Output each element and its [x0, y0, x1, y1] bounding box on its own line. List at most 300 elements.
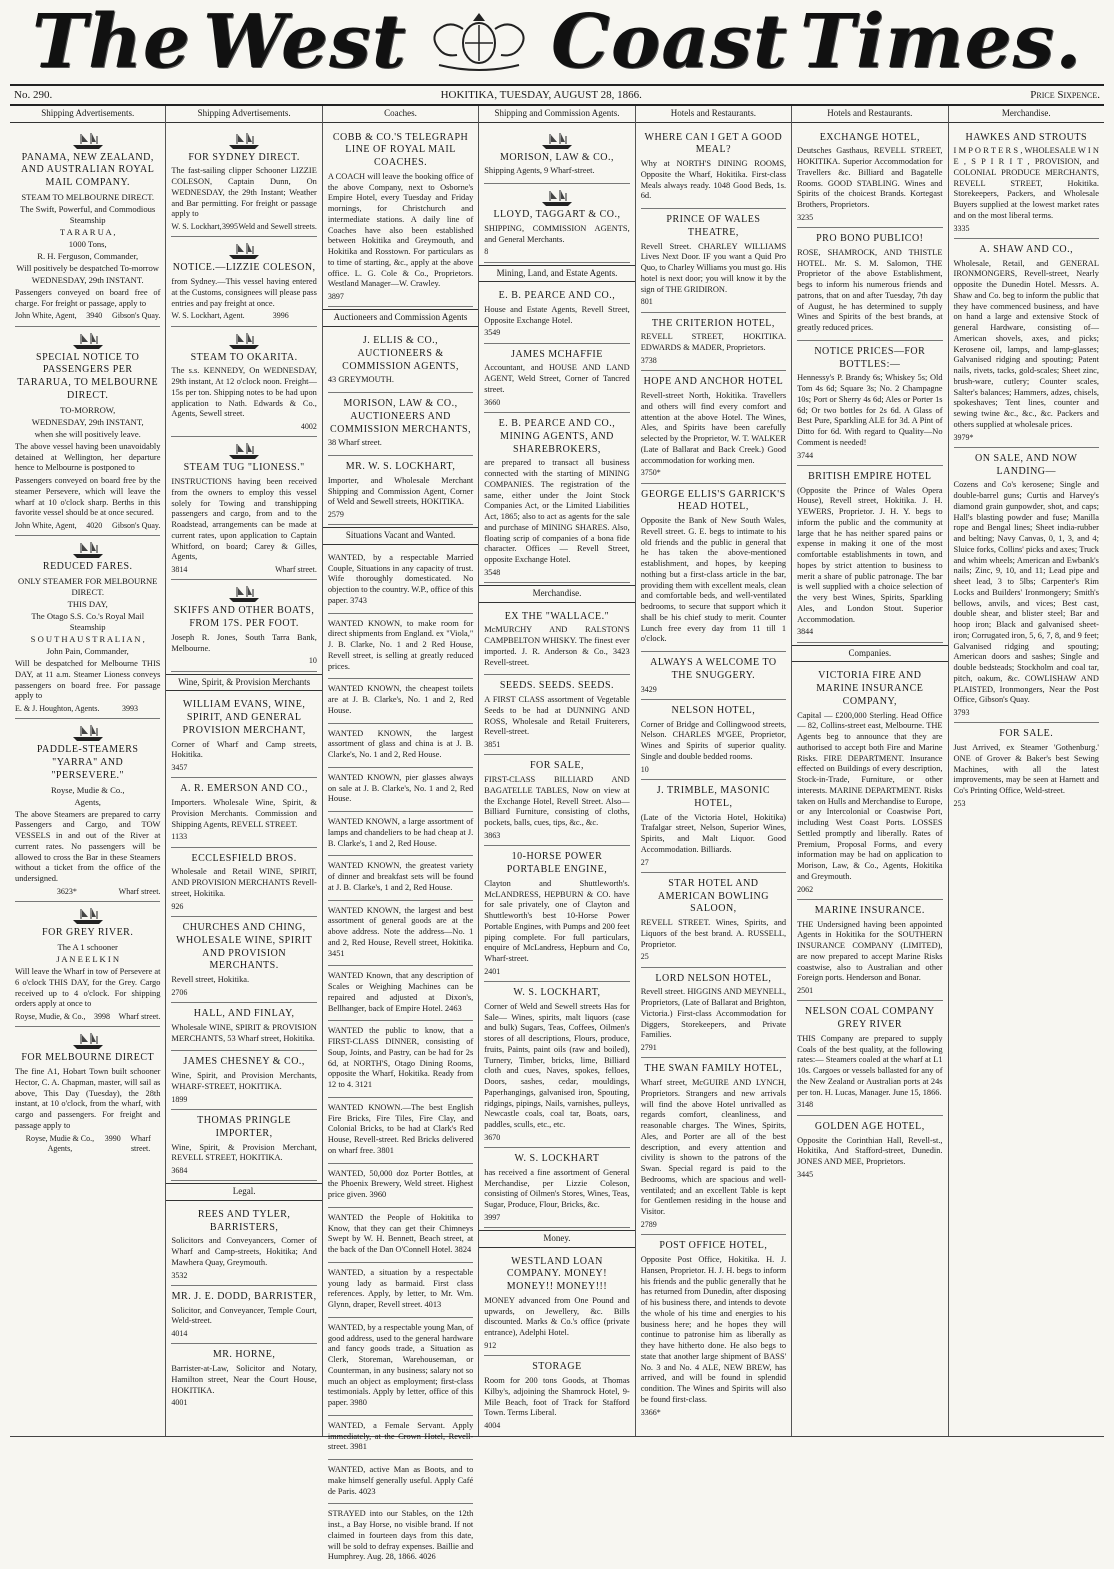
ad-reference-number: 2062	[797, 884, 814, 894]
ad-title: NOTICE.—LIZZIE COLESON,	[172, 262, 316, 274]
ad-signature-left: 3814	[171, 565, 188, 575]
ad-reference-number: 3670	[484, 1132, 501, 1142]
classified-notice	[328, 856, 473, 900]
ad-body: ROSE, SHAMROCK, AND THISTLE HOTEL. Mr. S. M. Salomon, THE Proprietor of the above Establishment, begs to inform his numerous friends and patrons, that on and after Tuesday, 7th day of August, he has determined to supply Wines and Spirits of the best brands, at greatly reduced prices.	[797, 247, 943, 333]
ad-title: A. SHAW AND CO.,	[979, 243, 1074, 255]
advertisement	[484, 184, 629, 263]
ad-body: Shipping Agents, 9 Wharf-street.	[484, 166, 595, 176]
section-heading: Auctioneers and Commission Agents	[323, 309, 478, 327]
ad-signature-right: Wharf street.	[118, 1012, 161, 1022]
ad-reference-number: 2579	[327, 510, 344, 520]
ad-title: NELSON HOTEL,	[671, 704, 756, 716]
issue-number: No. 290.	[14, 89, 53, 101]
ad-signature	[171, 565, 316, 575]
advertisement	[484, 1148, 629, 1228]
classified-notice	[328, 1460, 473, 1504]
notice-text: WANTED, 50,000 doz Porter Bottles, at the Phoenix Brewery, Weld street. Highest price given. 3960	[327, 1168, 474, 1200]
ship-icon	[71, 541, 105, 559]
ad-body: Wholesale, Retail, and GENERAL IRONMONGERS, Revell-street, Nearly opposite the Dunedin Hotel. Messrs. A. Shaw and Co. beg to inform the public that they have commenced business, and have on hand a large and extensive Stock of general Hardware, consisting of— American shovels, axes, and picks; Kerosene oil, lamps, and lamp-glasses; Galvanised ridging and spouting; Patent nails, rivets, tacks, gold-scales; Sheet zinc, brush-ware, cutlery; Counter scales, Salter's balances; Hammers, adzes, chisels, spokeshaves; Tent lines, counter and sewing twine &c., &c., &c. Packers and others supplied at wholesale prices.	[953, 258, 1099, 429]
ad-reference-number: 3844	[797, 627, 814, 637]
advertisement	[484, 606, 629, 676]
ad-reference-number: 3744	[797, 450, 814, 460]
ad-body: Importer, and Wholesale Merchant Shipping and Commission Agent, Corner of Weld and Sewell streets, HOKITIKA.	[327, 475, 474, 507]
dateline	[10, 84, 1104, 106]
ad-body: Joseph R. Jones, South Tarra Bank, Melbourne.	[171, 632, 317, 653]
ad-title: MARINE INSURANCE.	[814, 904, 925, 916]
advertisement	[171, 1110, 316, 1181]
ad-title: VICTORIA FIRE AND MARINE INSURANCE COMPANY,	[816, 670, 924, 707]
ad-reference-number: 3750*	[640, 468, 661, 478]
ad-body: Corner of Wharf and Camp streets, Hokitika.	[171, 739, 317, 760]
ad-body: Wharf street, McGUIRE AND LYNCH, Proprietors. Strangers and new arrivals will find the above Hotel unrivalled as regards comfort, cleanliness, and reasonable charges. The Wines, Spirits, Ales, and Porter are all of the best description, and every attention and civility is shown to the patrons of the Swan. Special regard is paid to the Bedrooms, which are spacious and well-ventilated; and an excellent Table is kept for Gentlemen residing in the house and Visitor.	[640, 1078, 787, 1217]
ad-reference-number: 3335	[953, 223, 970, 233]
ad-body: Capital — £200,000 Sterling. Head Office — 82, Collins-street east, Melbourne. THE Agents beg to announce that they are authorised to accept both Fire and Marine Risks. FIRE DEPARTMENT. Insurance effected on Buildings of every description, Stock-in-Trade, Furniture, or other interests. MARINE DEPARTMENT. Risks taken on Hulls and Merchandise to Europe, or any Intercolonial or Coastwise Port, including West Coast Ports. LOSSES Settled promptly and liberally. Rates of Premium, Proposal Forms, and every information may be had on application to Morison, Law, & Co., Agents, Hokitika and Greymouth.	[797, 710, 943, 881]
notice-text: WANTED KNOWN.—The best English Fire Bricks, Fire Tiles, Fire Clay, and Colonial Bricks, to be had at Clark's Red House, Revell-street. Red Bricks delivered on wharf free. 3801	[327, 1102, 474, 1155]
ad-body: The s.s. KENNEDY, On WEDNESDAY, 29th instant, At 12 o'clock noon. Freight—15s per ton. Shipping notes to be had upon application to Nath. Edwards & Co., Agents, Sewell street.	[171, 366, 317, 419]
ad-reference-number: 3897	[327, 292, 344, 302]
ad-signature-left: Royse, Mudie & Co., Agents,	[25, 1133, 95, 1153]
ad-body: Cozens and Co's kerosene; Single and double-barrel guns; Curtis and Harvey's diamond grain gunpowder, shot, and caps; Hall's blasting powder and fuse; Manilla rope and Bengal lines; Sheet india-rubber and belting; Navy Canvas, 0, 1, 3, and 4; Sluice forks, Collins' picks and axes; Truck and whim wheels; American and Ewbank's nails; Zinc, 9, 10, and 11; Lead pipe and sheet lead, 3 to 5lbs; Carpenter's Rim Locks and Builders' Ironmongery; Smith's bellows, anvils, and vices; Best cast, double shear, and blister steel; Bar and hoop iron; Black and galvanised sheet-iron; Corrugated iron, 5, 6, 7, 8, and 9 feet; Galvanised ridging and spouting; American doors and sashes; Single and double bedsteads; Stockholm and coal tar, pitch, oakum, &c. COWLISHAW AND PLAISTED, Ironmongers, Near the Post Office, Gibson's Quay.	[953, 480, 1099, 705]
coat-of-arms-icon	[419, 9, 539, 75]
ad-title: FOR MELBOURNE DIRECT	[21, 1052, 155, 1064]
column-heading: Shipping and Commission Agents.	[479, 106, 634, 123]
ad-body: Revell street, Hokitika.	[171, 975, 250, 985]
ad-line: ONLY STEAMER FOR MELBOURNE DIRECT.	[17, 576, 158, 598]
column-heading: Shipping Advertisements.	[166, 106, 321, 123]
classified-notice	[328, 548, 473, 614]
advertisement	[15, 127, 160, 327]
ad-title: A. R. EMERSON AND CO.,	[180, 783, 308, 795]
ad-body: Will be despatched for Melbourne THIS DAY, at 11 a.m. Steamer Lioness conveys passengers on board free. For passage apply to	[15, 659, 161, 701]
ad-signature-left: W. S. Lockhart, Agent.	[171, 311, 245, 321]
ad-title: PANAMA, NEW ZEALAND, AND AUSTRALIAN ROYAL MAIL COMPANY.	[21, 151, 155, 189]
column-1	[10, 106, 166, 1436]
masthead-word-west: West	[202, 0, 407, 85]
ad-body: The above vessel having been unavoidably detained at Wellington, her departure hence to Melbourne is postponed to	[15, 441, 161, 473]
ad-signature	[15, 1012, 160, 1022]
classified-notice	[328, 1416, 473, 1460]
ad-title: FOR SYDNEY DIRECT.	[188, 151, 300, 163]
masthead-word-coast: Coast	[550, 0, 788, 85]
section-heading: Merchandise.	[479, 585, 634, 603]
classified-notice	[328, 1208, 473, 1263]
advertisement	[797, 228, 942, 341]
ad-signature-right: Weld and Sewell streets.	[238, 222, 317, 232]
ad-reference-number: 3148	[797, 1100, 814, 1110]
ad-line: Will positively be despatched To-morrow	[16, 262, 159, 273]
ad-body: Corner of Bridge and Collingwood streets, Nelson. CHARLES M'GEE, Proprietor, Wines and Spirits of superior quality. Single and double bedded rooms.	[640, 719, 787, 761]
ad-line: when she will positively leave.	[34, 428, 141, 439]
classified-notice	[328, 812, 473, 856]
ad-title: ON SALE, AND NOW LANDING—	[975, 452, 1078, 477]
advertisement	[484, 1356, 629, 1435]
ad-reference-number: 4020	[86, 521, 103, 531]
advertisement	[171, 237, 316, 326]
ad-title: MR. J. E. DODD, BARRISTER,	[171, 1290, 317, 1302]
ad-reference-number: 3993	[121, 704, 138, 714]
ad-body: Wine, Spirit, & Provision Merchant, REVELL STREET, HOKITIKA.	[171, 1142, 317, 1163]
ad-signature-left: W. S. Lockhart,	[171, 222, 222, 232]
ad-title: W. S. LOCKHART,	[513, 987, 601, 998]
classified-notice	[328, 614, 473, 680]
ad-signature-left: John White, Agent,	[15, 311, 77, 321]
ad-body: I M P O R T E R S , WHOLESALE W I N E , S P I R I T , PROVISION, and COLONIAL PRODUCE MERCHANTS, REVELL STREET, Hokitika. Storekeepers, Packers, and Wholesale Buyers supplied at the lowest market rates and on the most liberal terms.	[953, 146, 1099, 220]
ad-reference-number: 3235	[797, 212, 814, 222]
advertisement	[641, 780, 786, 873]
advertisement	[797, 127, 942, 229]
advertisement	[484, 413, 629, 583]
advertisement	[641, 652, 786, 700]
ad-body: Hennessy's P. Brandy 6s; Whiskey 5s; Old Tom 4s 6d; Square 3s; No. 2 Champagne 10s; Port or Sherry 4s 6d; Ales or Porter 1s 6d; Or two bottles for 2s 6d. A Glass of Best Pure, Sparkling ALE for 3d. A Pint of Ditto for 6d. With regard to Quality—No Comment is needed!	[797, 373, 943, 447]
ad-line: T A R A R U A ,	[59, 226, 116, 237]
ad-body: Passengers conveyed on board free of charge. For freight or passage, apply to	[15, 287, 161, 308]
ad-title: PRINCE OF WALES THEATRE,	[666, 214, 761, 238]
advertisement	[641, 371, 786, 483]
ad-body: Just Arrived, ex Steamer 'Gothenburg.' ONE of Grover & Baker's best Sewing Machines, with all the latest improvements, may be seen at Harnett and Co's Printing Office, Weld-street.	[953, 743, 1099, 796]
column-heading: Hotels and Restaurants.	[636, 106, 791, 123]
advertisement	[641, 700, 786, 780]
ad-body: Corner of Weld and Sewell streets Has for Sale— Wines, spirits, malt liquors (case and bulk) Sugars, Teas, Coffees, Oilmen's stores of all descriptions, Flours, produce, fruits, Paints, paint oils (raw and boiled), Turnery, Timber, bricks, lime, Billiard cloth and cues, Naves, spokes, felloes, Doors, sashes, cedar, mouldings, Paperhangings, galvanised iron, Spouting, ridgings, pipings, Nails, varnishes, pulleys, Newcastle coals, coal tar, Boats, oars, paddles, sculls, etc., etc.	[484, 1001, 630, 1130]
section-heading: Legal.	[166, 1183, 321, 1201]
ad-signature-left: E. & J. Houghton, Agents.	[15, 704, 100, 714]
ad-signature	[171, 422, 316, 432]
ad-line: WEDNESDAY, 29th INSTANT.	[31, 274, 144, 285]
ad-signature-right: Wharf street.	[118, 886, 161, 896]
classified-notice	[328, 1504, 473, 1569]
ad-reference-number: 3457	[171, 763, 188, 773]
ad-title: FOR SALE.	[999, 728, 1054, 740]
ad-title: E. B. PEARCE AND CO.,	[498, 290, 616, 302]
ad-reference-number: 3738	[640, 355, 657, 365]
ad-reference-number: 3863	[484, 830, 501, 840]
ad-reference-number: 3549	[484, 328, 501, 338]
ad-body: THIS Company are prepared to supply Coals of the best quality, at the following rates:— Steamers coaled at the wharf at L1 10s. Cargoes or vessels ballasted for any of the New Zealand or Australian ports at 24s per ton. H. Lucas, Manager. June 15, 1866.	[797, 1033, 943, 1097]
ad-body: The fast-sailing clipper Schooner LIZZIE COLESON, Captain Dunn, On WEDNESDAY, the 29th Instant; Weather and Bar permitting. For freight or passage apply to	[171, 166, 317, 219]
advertisement	[171, 778, 316, 847]
ad-signature-left: John White, Agent,	[15, 521, 77, 531]
ad-line: Royse, Mudie & Co.,	[50, 784, 125, 795]
advertisement	[484, 1251, 629, 1357]
ad-body: Why at NORTH'S DINING ROOMS, Opposite the Wharf, Hokitika. First-class Meals always ready. 1048 Good Beds, 1s. 6d.	[640, 159, 787, 201]
ad-body: Will leave the Wharf in tow of Persevere at 6 o'clock THIS DAY, for the Grey. Cargo received up to 4 o'clock. For shipping orders apply at once to	[15, 967, 161, 1009]
ad-line: John Pain, Commander,	[46, 646, 129, 657]
ad-title: MORISON, LAW & CO.,	[499, 151, 615, 163]
ad-reference-number: 2501	[797, 986, 814, 996]
ad-body: are prepared to transact all business connected with the starting of MINING COMPANIES. The registration of the same, either under the Joint Stock Companies Act, or the Limited Liabilities Act, 1865; also to act as agents for the sale and purchase of MINING SHARES. Also, floating scrip of companies of a bona fide character. Offices — Revell Street, opposite Exchange Hotel.	[484, 458, 630, 565]
ad-title: THOMAS PRINGLE IMPORTER,	[197, 1114, 292, 1139]
ad-title: THE SWAN FAMILY HOTEL,	[644, 1063, 783, 1075]
ad-title: ALWAYS A WELCOME TO THE SNUGGERY.	[650, 657, 777, 681]
ad-signature	[171, 656, 316, 666]
ad-reference-number: 1899	[171, 1094, 188, 1104]
section-heading: Companies.	[792, 645, 947, 663]
ad-reference-number: 4004	[484, 1421, 501, 1430]
advertisement	[484, 982, 629, 1148]
ad-title: GEORGE ELLIS'S GARRICK'S HEAD HOTEL,	[641, 488, 786, 513]
ad-body: FIRST-CLASS BILLIARD AND BAGATELLE TABLES, Now on view at the Exchange Hotel, Revell Street. Also— Billiard Furniture, consisting of cloths, pockets, balls, cues, tips, &c., &c.	[484, 775, 630, 828]
ad-reference-number: 3851	[484, 740, 501, 750]
ship-icon	[540, 132, 574, 150]
ad-title: HALL, AND FINLAY,	[193, 1008, 295, 1020]
ad-title: NOTICE PRICES—FOR BOTTLES:—	[814, 345, 926, 370]
ship-icon	[227, 585, 261, 603]
ad-body: Importers. Wholesale Wine, Spirit, & Provision Merchants. Commission and Shipping Agents, REVELL STREET.	[171, 798, 317, 829]
ad-reference-number: 3532	[171, 1270, 188, 1280]
advertisement	[15, 719, 160, 902]
notice-text: STRAYED into our Stables, on the 12th inst., a Bay Horse, no visible brand. If not claimed in fourteen days from this date, will be sold to defray expenses. Baillie and Humphrey. Aug. 28, 1866. 4026	[327, 1509, 474, 1562]
ad-body: Passengers conveyed on board free by the steamer Persevere, which will leave the wharf at 10 o'clock sharp. Berths in this favorite vessel should be at once secured.	[15, 476, 161, 518]
ad-line: The A 1 schooner	[57, 942, 118, 953]
ad-title: JAMES CHESNEY & CO.,	[183, 1056, 305, 1068]
advertisement	[171, 1003, 316, 1051]
ad-title: REDUCED FARES.	[42, 561, 133, 573]
ad-title: REES AND TYLER, BARRISTERS,	[197, 1208, 291, 1233]
column-heading: Shipping Advertisements.	[10, 106, 165, 123]
advertisement	[15, 1027, 160, 1158]
ad-reference-number: 253	[953, 798, 966, 808]
advertisement	[171, 1344, 316, 1412]
ad-reference-number: 3996	[272, 311, 289, 321]
ad-title: MR. W. S. LOCKHART,	[345, 461, 456, 473]
advertisement	[328, 393, 473, 456]
classified-notice	[328, 966, 473, 1021]
ad-signature-right: Wharf street.	[130, 1133, 151, 1153]
ad-body: Barrister-at-Law, Solicitor and Notary, Hamilton street, Near the Court House, HOKITIKA.	[171, 1364, 317, 1395]
ad-body: Clayton and Shuttleworth's. McLANDRESS, HEPBURN & CO. have for sale privately, one of Clayton and Shuttleworth's best 10-Horse Power Portable Engines, with Pumps and 200 feet piping complete. For full particulars, enquire of McLandress, Hepburn and Co, Wharf-street.	[484, 878, 630, 964]
notice-text: WANTED the public to know, that a FIRST-CLASS DINNER, consisting of Soup, Joints, and Pastry, can be had for 2s 6d, at NORTH'S, Otago Dining Rooms, opposite the Wharf, Hokitika. Ready from 12 to 4. 3121	[327, 1026, 474, 1090]
ad-body: has received a fine assortment of General Merchandise, per Lizzie Coleson, consisting of Oilmen's Stores, Wines, Teas, Sugar, Produce, Flour, Bricks, &c.	[484, 1167, 630, 1210]
classified-notice	[328, 1164, 473, 1208]
ad-reference-number: 3445	[797, 1169, 814, 1179]
ad-reference-number: 912	[484, 1340, 497, 1350]
ad-reference-number: 27	[640, 857, 649, 867]
advertisement	[15, 536, 160, 719]
notice-text: WANTED Known, that any description of Scales or Weighing Machines can be repaired and adjusted at Dixon's, Bellhanger, back of Empire Hotel. 2463	[327, 971, 474, 1013]
ad-reference-number: 2401	[484, 966, 501, 976]
ad-title: HOPE AND ANCHOR HOTEL	[643, 376, 784, 388]
ad-line: TO-MORROW,	[60, 404, 116, 415]
ad-line: R. H. Ferguson, Commander,	[37, 250, 139, 261]
advertisement	[641, 968, 786, 1059]
advertisement	[15, 327, 160, 537]
notice-text: WANTED KNOWN, to make room for direct shipments from England. ex "Viola," J. B. Clarke, No. 1 and 2 Red House, Revell street, is selling at greatly reduced prices.	[327, 618, 474, 671]
column-heading: Merchandise.	[949, 106, 1104, 123]
ad-body: REVELL STREET, HOKITIKA. EDWARDS & MADER, Proprietors.	[640, 332, 787, 353]
ad-body: The fine A1, Hobart Town built schooner Hector, C. A. Chapman, master, will sail as above, This Day (Tuesday), the 28th instant, at 10 o'clock, from the wharf, with cargo and passengers. For freight and passage apply to	[15, 1067, 161, 1130]
ad-body: Opposite Post Office, Hokitika. H. J. Hansen, Proprietor. H. J. H. begs to inform his friends and the public generally that he has returned from Dunedin, after disposing of his business there, and intends to devote the whole of his time and energies to his business here; and he hopes they will continue to patronise him as liberally as they have hitherto done. He also begs to state that another large shipment of BASS' No. 3 and No. 4 ALE, NEW BREW, has arrived, and will be found in splendid condition. The Wines and Spirits will also be found first-class.	[640, 1255, 787, 1404]
advertisement	[171, 437, 316, 580]
advertisement	[328, 456, 473, 525]
ad-body: A FIRST CLASS assortment of Vegetable Seeds to be had at DUNNING AND ROSS, Wholesale and Retail Fruiterers, Revell-street.	[484, 695, 630, 737]
ad-reference-number: 3998	[94, 1012, 111, 1022]
ad-reference-number: 3623*	[56, 886, 77, 896]
advertisement	[484, 846, 629, 982]
advertisement	[797, 341, 942, 466]
advertisement	[484, 675, 629, 755]
ad-body: SHIPPING, COMMISSION AGENTS, and General Merchants.	[484, 223, 630, 244]
ship-icon	[227, 242, 261, 260]
advertisement	[954, 127, 1099, 239]
ad-title: BRITISH EMPIRE HOTEL	[808, 470, 932, 482]
advertisement	[328, 330, 473, 393]
ad-title: WESTLAND LOAN COMPANY. MONEY! MONEY!! MONEY!!!	[506, 1255, 608, 1293]
ad-title: PRO BONO PUBLICO!	[816, 233, 924, 245]
ad-signature	[15, 887, 160, 897]
notice-text: WANTED KNOWN, the largest and best assortment of general goods are at the above address. Note the address—No. 1 and 2, Red House, Revell street, Hokitika. 3451	[327, 905, 474, 958]
ad-title: SPECIAL NOTICE TO PASSENGERS PER TARARUA, TO MELBOURNE DIRECT.	[17, 351, 159, 402]
notice-text: WANTED KNOWN, the largest assortment of glass and china is at J. B. Clarke's, No. 1 and 2, Red House.	[327, 728, 474, 760]
notice-text: WANTED, by a respectable Married Couple, Situations in any capacity of trust. Wife thoroughly domesticated. No objection to the country. W.P., office of this paper. 3743	[327, 552, 474, 605]
ad-reference-number: 3793	[953, 708, 970, 718]
ad-reference-number: 926	[171, 901, 184, 911]
ad-body: Wholesale and Retail WINE, SPIRIT, AND PROVISION MERCHANTS Revell-street, Hokitika.	[171, 867, 317, 898]
ad-reference-number: 8	[484, 247, 489, 257]
ship-icon	[71, 1032, 105, 1050]
ad-title: STEAM TO OKARITA.	[190, 351, 298, 363]
ad-signature-right: 10	[308, 656, 317, 666]
ad-body: Opposite the Bank of New South Wales, Revell street. G. E. begs to intimate to his old friends and the public in general that he has taken the above-mentioned establishment, and hopes, by keeping nothing but a first-class article in the bar, providing them with excellent meals, clean and comfortable beds, and well-ventilated bedrooms, to secure that support which it shall be his chief study to merit. Counter Lunch free every day from 11 till 1 o'clock.	[640, 516, 787, 644]
ad-line: 1000 Tons,	[68, 238, 107, 249]
ad-body: Wholesale WINE, SPIRIT & PROVISION MERCHANTS, 53 Wharf street, Hokitika.	[171, 1022, 317, 1043]
notice-text: WANTED KNOWN, the cheapest toilets are at J. B. Clarke's, No. 1 and 2, Red House.	[327, 684, 474, 715]
advertisement	[797, 665, 942, 900]
ad-body: (Opposite the Prince of Wales Opera House), Revell street, Hokitika. J. H. YEWERS, Proprietor. J. H. Y. begs to inform the public and the community at large that he has neither spared pains or expense in making it one of the most comfortable establishments in town, and hopes by strict attention to business to merit a share of public patronage. The bar is well supplied with a choice selection of the very best Wines, Spirits, Sparkling Ales, and London Stout. Superior Accommodation.	[797, 485, 943, 624]
ad-reference-number: 4001	[171, 1398, 188, 1408]
place-date: HOKITIKA, TUESDAY, AUGUST 28, 1866.	[440, 89, 642, 101]
ad-body: House and Estate Agents, Revell Street, Opposite Exchange Hotel.	[484, 304, 630, 325]
ad-signature	[171, 222, 316, 232]
columns	[10, 106, 1104, 1562]
ad-title: EX THE "WALLACE."	[504, 610, 610, 622]
advertisement	[171, 327, 316, 438]
classified-notice	[328, 768, 473, 812]
advertisement	[484, 127, 629, 185]
ad-signature	[15, 1134, 160, 1154]
ad-body: Deutsches Gasthaus, REVELL STREET, HOKITIKA. Superior Accommodation for Travellers &c. Billiard and Bagatelle Rooms. GOOD STABLING. Wines and Spirits of the choicest Brands. Kortegast Brothers, Proprietors.	[797, 146, 943, 210]
ad-body: (Late of the Victoria Hotel, Hokitika) Trafalgar street, Nelson, Superior Wines, Spirits, and Malt Liquor. Good Accommodation. Billiards.	[640, 812, 787, 854]
ad-reference-number: 3660	[484, 397, 501, 407]
ad-body: Solicitors and Conveyancers, Corner of Wharf and Camp-streets, Hokitika; And Mawhera Quay, Greymouth.	[171, 1236, 317, 1267]
classified-notice	[328, 1318, 473, 1416]
ad-title: SEEDS. SEEDS. SEEDS.	[499, 680, 615, 692]
ad-title: 10-HORSE POWER PORTABLE ENGINE,	[506, 851, 608, 875]
ad-signature	[171, 311, 316, 321]
ad-body: 43 GREYMOUTH.	[327, 375, 394, 385]
advertisement	[797, 1001, 942, 1115]
advertisement	[954, 448, 1099, 724]
ad-title: LORD NELSON HOTEL,	[655, 972, 772, 984]
ad-title: WHERE CAN I GET A GOOD MEAL?	[644, 131, 783, 156]
ad-signature-left: Royse, Mudie, & Co.,	[15, 1012, 86, 1022]
ad-title: STAR HOTEL AND AMERICAN BOWLING SALOON,	[657, 877, 769, 915]
ad-reference-number: 4014	[171, 1329, 188, 1339]
notice-text: WANTED, a Female Servant. Apply immediately, at the Crown Hotel, Revell-street. 3981	[327, 1420, 474, 1452]
ad-line: WEDNESDAY, 29th INSTANT,	[31, 416, 144, 427]
notice-text: WANTED KNOWN, the greatest variety of dinner and breakfast sets will be found at J. B. Clarke's, 1 and 2, Red House.	[327, 861, 474, 892]
column-3	[323, 106, 479, 1562]
ship-icon	[71, 724, 105, 742]
column-heading: Hotels and Restaurants.	[792, 106, 947, 123]
ad-reference-number: 3429	[640, 684, 657, 694]
ad-body: MONEY advanced from One Pound and upwards, on Jewellery, &c. Bills discounted. Marks & Co.'s office (private entrance), Adelphi Hotel.	[484, 1295, 630, 1338]
advertisement	[171, 580, 316, 671]
advertisement	[954, 239, 1099, 448]
notice-text: WANTED, by a respectable young Man, of good address, used to the general hardware and fancy goods trade, a Situation as Clerk, Storeman, Warehouseman, or Counterman, in any business; salary not so much an object as employment; first-class testimonials. Apply by letter, office of this paper. 3980	[327, 1322, 474, 1408]
advertisement	[171, 1051, 316, 1110]
advertisement	[171, 848, 316, 917]
advertisement	[484, 344, 629, 413]
ad-reference-number: 801	[640, 297, 653, 307]
ad-title: COBB & CO.'S TELEGRAPH LINE OF ROYAL MAIL COACHES.	[332, 131, 469, 169]
notice-text: WANTED, active Man as Boots, and to make himself generally useful. Apply Café de Paris. 4023	[327, 1465, 474, 1496]
ad-reference-number: 3684	[171, 1166, 188, 1176]
ship-icon	[227, 332, 261, 350]
ad-body: Revell Street. CHARLEY WILLIAMS Lives Next Door. IF you want a Quid Pro Quo, to Charley Williams you must go. His hotel is next door; you will know it by the sign of THE GRIDIRON.	[640, 241, 787, 294]
ad-line: THIS DAY,	[67, 599, 108, 610]
ad-title: NELSON COAL COMPANY GREY RIVER	[804, 1006, 935, 1031]
section-heading: Wine, Spirit, & Provision Merchants	[166, 674, 321, 692]
ad-line: S O U T H A U S T R A L I A N ,	[30, 634, 145, 645]
advertisement	[484, 755, 629, 846]
notice-text: WANTED, a situation by a respectable young lady as barmaid. First class references. Apply, by letter, to Mr. Wm. Glynn, draper, Revell street. 4013	[327, 1267, 474, 1310]
masthead-word-the: The	[32, 0, 191, 85]
ad-title: FOR SALE,	[530, 760, 584, 772]
ship-icon	[71, 132, 105, 150]
ad-title: STEAM TUG "LIONESS."	[183, 462, 305, 474]
ad-title: ECCLESFIELD BROS.	[191, 852, 297, 864]
ad-signature-right: Wharf street.	[275, 565, 317, 575]
ad-title: MORISON, LAW & CO., AUCTIONEERS AND COMMISSION MERCHANTS,	[330, 398, 472, 435]
advertisement	[641, 313, 786, 372]
advertisement	[641, 127, 786, 210]
ad-signature-right: Gibson's Quay.	[111, 311, 161, 321]
ad-title: SKIFFS AND OTHER BOATS, FROM 17S. PER FOOT.	[173, 605, 315, 630]
ad-reference-number: 25	[640, 952, 649, 962]
masthead-word-times: Times.	[800, 0, 1082, 85]
ad-body: Solicitor, and Conveyancer, Temple Court, Weld-street.	[171, 1305, 317, 1326]
classified-notice	[328, 1263, 473, 1318]
ad-body: Room for 200 tons Goods, at Thomas Kilby's, adjoining the Shamrock Hotel, 9-Mile Beach, foot of Track for Stafford Town. Terms Liberal.	[484, 1376, 630, 1418]
ad-title: WILLIAM EVANS, WINE, SPIRIT, AND GENERAL PROVISION MERCHANT,	[182, 699, 306, 736]
ad-signature	[15, 704, 160, 714]
ad-reference-number: 3940	[86, 311, 103, 321]
ad-signature	[15, 311, 160, 321]
advertisement	[797, 1116, 942, 1184]
advertisement	[15, 902, 160, 1027]
column-6	[792, 106, 948, 1436]
classified-notice	[328, 1098, 473, 1164]
ad-title: EXCHANGE HOTEL,	[819, 131, 920, 143]
ship-icon	[71, 907, 105, 925]
ad-reference-number: 3979*	[953, 432, 974, 442]
advertisement	[797, 466, 942, 643]
ad-line: Agents,	[74, 796, 101, 807]
ad-signature	[15, 521, 160, 531]
section-heading: Situations Vacant and Wanted.	[323, 527, 478, 545]
ad-body: 38 Wharf street.	[327, 438, 382, 448]
classified-notice	[328, 1021, 473, 1098]
ad-title: STORAGE	[532, 1361, 582, 1373]
advertisement	[641, 1235, 786, 1422]
advertisement	[171, 1204, 316, 1286]
ad-reference-number: 3995	[221, 222, 238, 232]
column-5	[636, 106, 792, 1436]
ad-body: Revell-street North, Hokitika. Travellers and others will find every comfort and attention at the above Hotel. The Wines, Ales, and Spirits have been carefully selected by the Proprietor, W. T. WALKER (Late of Ballarat and Back Creek.) Good accommodation for working men.	[640, 391, 787, 465]
ad-title: GOLDEN AGE HOTEL,	[814, 1120, 925, 1132]
column-2	[166, 106, 322, 1436]
ad-line: STEAM TO MELBOURNE DIRECT.	[21, 191, 155, 202]
ad-line: J A N E E L K I N	[56, 954, 120, 965]
